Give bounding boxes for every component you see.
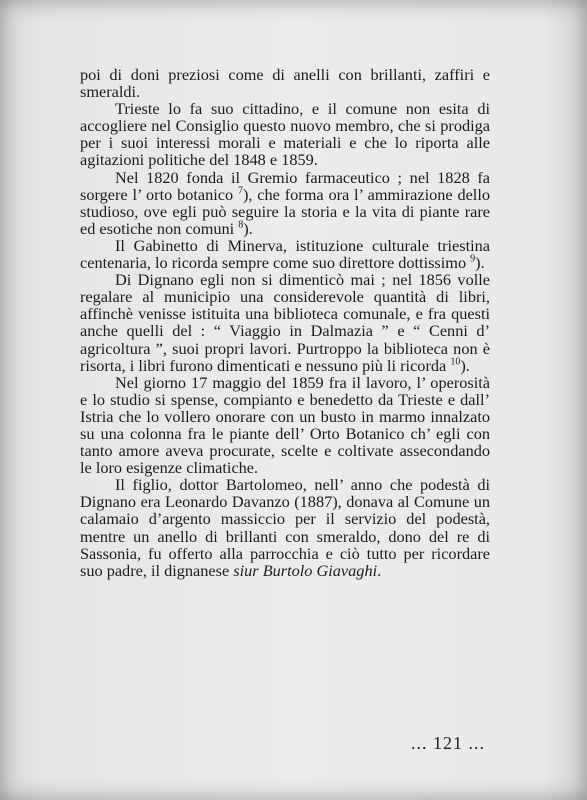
paragraph-2 <box>80 100 490 168</box>
paragraph-5-text-a: Di Dignano egli non si dimenticò mai ; nel 1856 volle regalare al municipio una considerevole quantità di libri, affinchè venisse istituita una biblioteca comunale, e fra questi anche quelli del : “ Viaggio in Dalmazia ” e “ Cenni d’ agricoltura ”, suoi propri lavori. Purtroppo la biblioteca non è risorta, i libri furono dimenticati e nessuno più li ricorda <box>80 270 490 375</box>
paragraph-3 <box>80 169 490 237</box>
paragraph-4-text-b: ). <box>475 253 485 273</box>
footnote-ref-10: 10 <box>450 356 461 368</box>
paragraph-3-text-a: Nel 1820 fonda il Gremio farmaceutico ; nel 1828 fa sorgere l’ orto botanico <box>80 167 490 204</box>
paragraph-7 <box>80 476 490 579</box>
body-text <box>80 66 490 579</box>
paragraph-5 <box>80 271 490 374</box>
paragraph-5-text-b: ). <box>460 355 470 375</box>
paragraph-7-italic: siur Burtolo Giavaghi <box>233 560 378 580</box>
paragraph-7-text-b: . <box>377 560 382 580</box>
footnote-ref-8: 8 <box>238 219 244 231</box>
paragraph-7-text-a: Il figlio, dottor Bartolomeo, nell’ anno che podestà di Dignano era Leonardo Davanzo (1887), donava al Comune un calamaio d’argento massiccio per il servizio del podestà, mentre un anello di brillanti con smeraldo, dono del re di Sassonia, fu offerto alla parrocchia e ciò tutto per ricordare suo padre, il dignanese <box>80 475 490 580</box>
footnote-ref-9: 9 <box>470 253 476 265</box>
paragraph-3-text-c: ). <box>243 218 253 238</box>
page-number: ... 121 ... <box>411 733 485 753</box>
paragraph-6-text: Nel giorno 17 maggio del 1859 fra il lavoro, l’ operosità e lo studio si spense, compianto e benedetto da Trieste e dall’ Istria che lo vollero onorare con un busto in marmo innalzato su una colonna fra le piante dell’ Orto Botanico ch’ egli con tanto amore aveva procurate, scelte e coltivate assecondando le loro esigenze climatiche. <box>80 372 490 478</box>
paragraph-2-text: Trieste lo fa suo cittadino, e il comune non esita di accogliere nel Consiglio questo nuovo membro, che si prodiga per i suoi interessi morali e materiali e che lo riporta alle agitazioni politiche del 1848 e 1859. <box>80 99 490 170</box>
paragraph-1-text: poi di doni preziosi come di anelli con brillanti, zaffiri e smeraldi. <box>80 65 490 102</box>
paragraph-4-text-a: Il Gabinetto di Minerva, istituzione culturale triestina centenaria, lo ricorda sempre come suo direttore dottissimo <box>80 235 490 273</box>
paragraph-4 <box>80 237 490 271</box>
paragraph-1 <box>80 66 490 100</box>
paragraph-6 <box>80 374 490 477</box>
paragraph-3-text-b: ), che forma ora l’ ammirazione dello studioso, ove egli può seguire la storia e la vita di piante rare ed esotiche non comuni <box>80 184 490 238</box>
footnote-ref-7: 7 <box>237 185 243 197</box>
